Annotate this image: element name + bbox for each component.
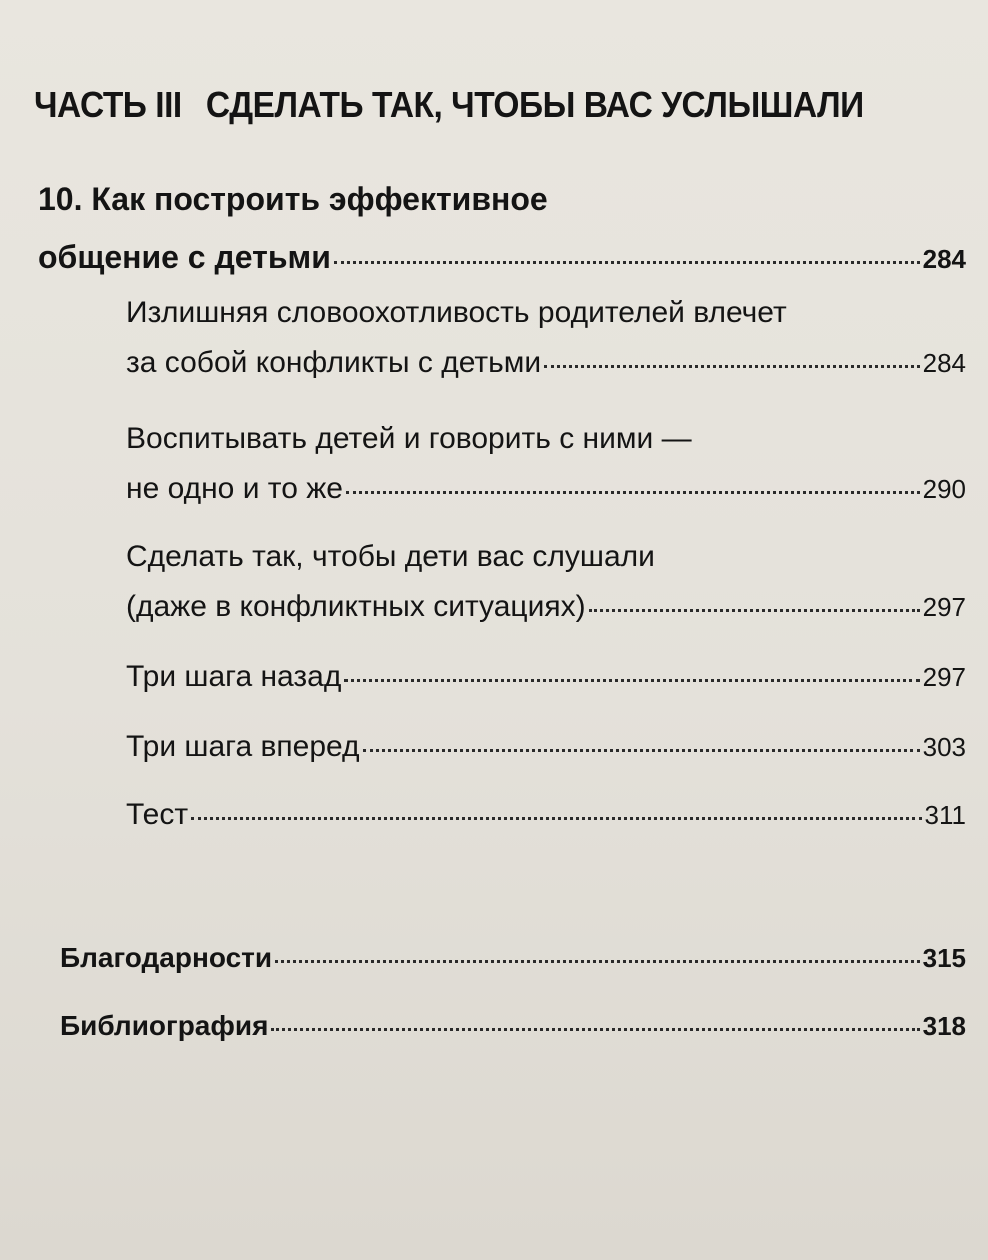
toc-backmatter <box>60 1006 966 1046</box>
chapter-title-line2: общение с детьми <box>38 239 331 275</box>
backmatter-page-number: 318 <box>922 1011 966 1041</box>
backmatter-page-number: 315 <box>922 943 966 973</box>
dot-leader <box>271 1028 919 1031</box>
dot-leader <box>346 491 920 494</box>
toc-section <box>126 414 966 514</box>
section-title: Три шага вперед <box>126 730 360 763</box>
toc-section <box>126 288 966 388</box>
dot-leader <box>589 609 920 612</box>
dot-leader <box>344 679 919 682</box>
dot-leader <box>275 960 920 963</box>
section-title-line2: (даже в конфликтных ситуациях) <box>126 590 586 623</box>
toc-backmatter <box>60 938 966 978</box>
part-title-text: СДЕЛАТЬ ТАК, ЧТОБЫ ВАС УСЛЫШАЛИ <box>205 84 864 125</box>
toc-section <box>126 722 966 772</box>
section-title-line1: Сделать так, чтобы дети вас слушали <box>126 540 655 573</box>
part-label: ЧАСТЬ III <box>34 84 182 125</box>
section-page-number: 297 <box>922 662 966 692</box>
chapter-page-number: 284 <box>922 244 966 274</box>
section-page-number: 303 <box>922 732 966 762</box>
toc-section <box>126 532 966 632</box>
backmatter-title: Библиография <box>60 1010 269 1041</box>
section-title-line1: Излишняя словоохотливость родителей влечет <box>126 296 787 329</box>
section-title: Три шага назад <box>126 660 342 693</box>
dot-leader <box>363 749 920 752</box>
dot-leader <box>544 365 919 368</box>
section-page-number: 284 <box>922 348 966 378</box>
section-title-line2: за собой конфликты с детьми <box>126 346 542 379</box>
section-page-number: 297 <box>922 592 966 622</box>
section-page-number: 311 <box>924 800 966 830</box>
chapter-entry <box>38 170 966 288</box>
dot-leader <box>334 261 920 264</box>
section-title-line1: Воспитывать детей и говорить с ними — <box>126 422 692 455</box>
section-title-line2: не одно и то же <box>126 472 343 505</box>
section-page-number: 290 <box>922 474 966 504</box>
toc-section <box>126 652 966 702</box>
chapter-title-line1: 10. Как построить эффективное <box>38 181 548 217</box>
part-heading <box>34 84 871 126</box>
dot-leader <box>191 817 921 820</box>
backmatter-title: Благодарности <box>60 942 273 973</box>
section-title: Тест <box>126 798 189 831</box>
toc-section <box>126 790 966 840</box>
